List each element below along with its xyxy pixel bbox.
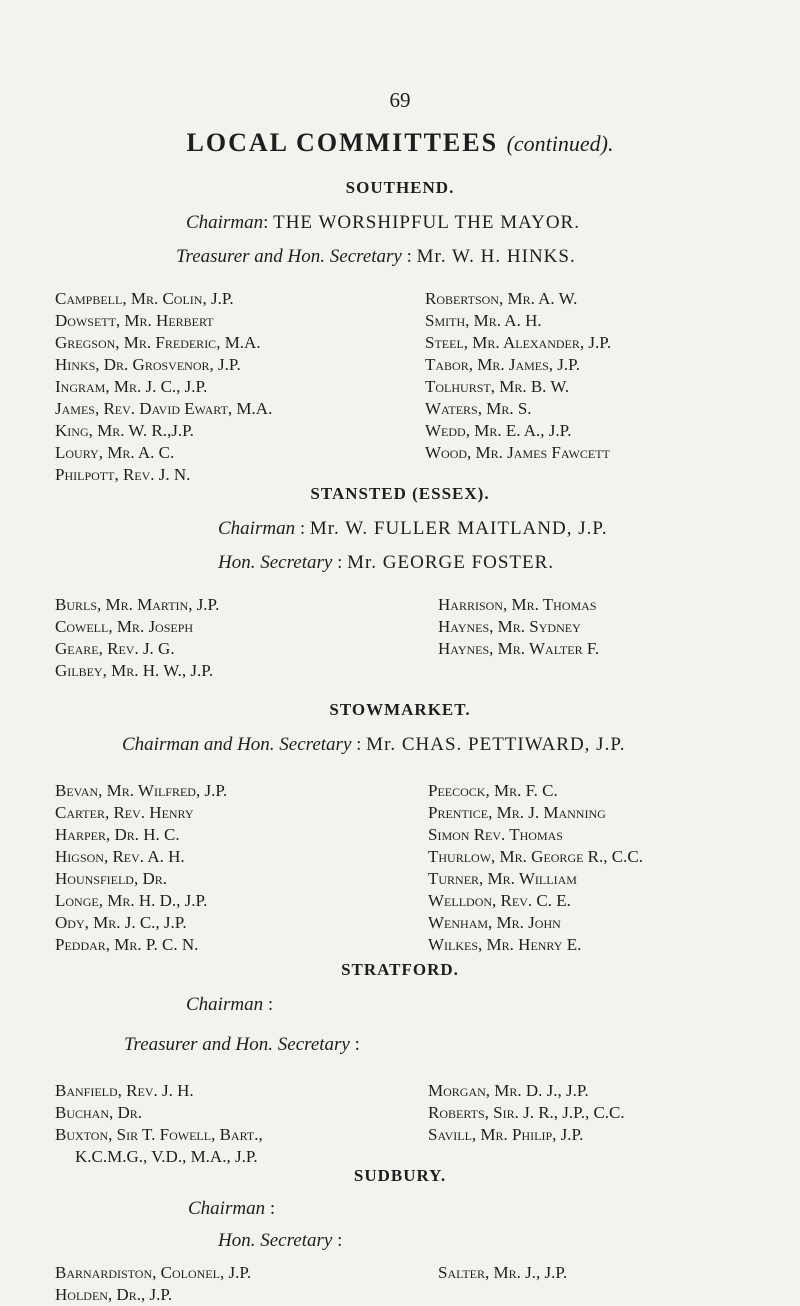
page-title — [0, 128, 800, 158]
secretary-line: Hon. Secretary : Mr. GEORGE FOSTER. — [218, 552, 555, 573]
member-name: King, Mr. W. R.,J.P. — [55, 421, 194, 440]
section-stratford — [0, 960, 800, 980]
member-name: Philpott, Rev. J. N. — [55, 465, 191, 484]
member-name: Buchan, Dr. — [55, 1103, 143, 1122]
chairman-line: Chairman: THE WORSHIPFUL THE MAYOR. — [186, 212, 580, 233]
secretary-name: Mr. CHAS. PETTIWARD, J.P. — [366, 734, 626, 755]
chairman-label: Chairman — [188, 1198, 266, 1219]
member-list-right — [428, 780, 643, 956]
member-name: Burls, Mr. Martin, J.P. — [55, 595, 220, 614]
section-stowmarket — [0, 700, 800, 720]
member-name: Holden, Dr., J.P. — [55, 1285, 173, 1304]
chairman-label: Chairman — [186, 212, 264, 233]
member-name: Simon Rev. Thomas — [428, 825, 563, 844]
member-name: Savill, Mr. Philip, J.P. — [428, 1125, 584, 1144]
member-list-right — [428, 1080, 625, 1146]
member-name: Steel, Mr. Alexander, J.P. — [425, 333, 612, 352]
member-name: Carter, Rev. Henry — [55, 803, 194, 822]
member-name: Cowell, Mr. Joseph — [55, 617, 194, 636]
secretary-label: Hon. Secretary — [218, 1230, 333, 1251]
member-name: Roberts, Sir. J. R., J.P., C.C. — [428, 1103, 625, 1122]
member-name: Geare, Rev. J. G. — [55, 639, 175, 658]
member-name: Turner, Mr. William — [428, 869, 577, 888]
member-name: Smith, Mr. A. H. — [425, 311, 542, 330]
member-name: Banfield, Rev. J. H. — [55, 1081, 194, 1100]
title-suffix: (continued). — [506, 131, 614, 156]
page-number: 69 — [389, 88, 411, 112]
chairman-line: Chairman : — [188, 1198, 276, 1219]
member-list-right — [438, 594, 599, 660]
member-list-right — [438, 1262, 567, 1284]
member-name: Gilbey, Mr. H. W., J.P. — [55, 661, 214, 680]
section-sudbury — [0, 1166, 800, 1186]
member-name: Salter, Mr. J., J.P. — [438, 1263, 568, 1282]
member-list-left — [55, 1262, 251, 1306]
member-name: Haynes, Mr. Sydney — [438, 617, 581, 636]
secretary-label: Treasurer and Hon. Secretary — [124, 1034, 350, 1055]
section-heading: STRATFORD. — [341, 960, 459, 979]
secretary-line: Hon. Secretary : — [218, 1230, 343, 1251]
member-name: Hounsfield, Dr. — [55, 869, 167, 888]
member-name: Wood, Mr. James Fawcett — [425, 443, 610, 462]
secretary-label: Hon. Secretary — [218, 552, 333, 573]
member-name: Ingram, Mr. J. C., J.P. — [55, 377, 208, 396]
member-list-left — [55, 594, 219, 682]
chairman-line: Chairman : — [186, 994, 274, 1015]
member-name: Buxton, Sir T. Fowell, Bart., — [55, 1125, 263, 1144]
member-name: Hinks, Dr. Grosvenor, J.P. — [55, 355, 241, 374]
secretary-name: Mr. W. H. HINKS. — [416, 246, 576, 267]
member-list-right — [425, 288, 611, 464]
chairman-line: Chairman : Mr. W. FULLER MAITLAND, J.P. — [218, 518, 608, 539]
member-name: Wenham, Mr. John — [428, 913, 561, 932]
secretary-line: Treasurer and Hon. Secretary : — [124, 1034, 360, 1055]
secretary-label: Chairman and Hon. Secretary — [122, 734, 352, 755]
member-list-left — [55, 288, 272, 486]
secretary-label: Treasurer and Hon. Secretary — [176, 246, 402, 267]
member-name: Peddar, Mr. P. C. N. — [55, 935, 199, 954]
member-name: Gregson, Mr. Frederic, M.A. — [55, 333, 261, 352]
member-name: Barnardiston, Colonel, J.P. — [55, 1263, 252, 1282]
member-name: Peecock, Mr. F. C. — [428, 781, 558, 800]
member-name: Robertson, Mr. A. W. — [425, 289, 578, 308]
chairman-name: Mr. W. FULLER MAITLAND, J.P. — [309, 518, 608, 539]
member-name: Bevan, Mr. Wilfred, J.P. — [55, 781, 228, 800]
member-name: Waters, Mr. S. — [425, 399, 532, 418]
member-name: Tabor, Mr. James, J.P. — [425, 355, 580, 374]
member-name: James, Rev. David Ewart, M.A. — [55, 399, 273, 418]
member-list-left — [55, 1080, 263, 1168]
section-heading: STANSTED (ESSEX). — [310, 484, 490, 503]
member-name: Campbell, Mr. Colin, J.P. — [55, 289, 234, 308]
member-name: Wilkes, Mr. Henry E. — [428, 935, 582, 954]
section-heading: SUDBURY. — [353, 1166, 447, 1185]
section-stansted — [0, 484, 800, 504]
member-name: Ody, Mr. J. C., J.P. — [55, 913, 187, 932]
member-name: Prentice, Mr. J. Manning — [428, 803, 606, 822]
member-name: Dowsett, Mr. Herbert — [55, 311, 214, 330]
secretary-line: Treasurer and Hon. Secretary : Mr. W. H. HINKS. — [176, 246, 576, 267]
member-name: Harper, Dr. H. C. — [55, 825, 180, 844]
member-name: Morgan, Mr. D. J., J.P. — [428, 1081, 589, 1100]
chairman-name: THE WORSHIPFUL THE MAYOR. — [273, 212, 580, 233]
member-name: Welldon, Rev. C. E. — [428, 891, 571, 910]
section-southend — [0, 178, 800, 198]
secretary-line: Chairman and Hon. Secretary : Mr. CHAS. PETTIWARD, J.P. — [122, 734, 626, 755]
member-name: Tolhurst, Mr. B. W. — [425, 377, 570, 396]
member-name: Haynes, Mr. Walter F. — [438, 639, 600, 658]
section-heading: SOUTHEND. — [345, 178, 455, 197]
member-name: Higson, Rev. A. H. — [55, 847, 185, 866]
member-name: Longe, Mr. H. D., J.P. — [55, 891, 208, 910]
secretary-name: Mr. GEORGE FOSTER. — [347, 552, 555, 573]
title-text: LOCAL COMMITTEES — [186, 128, 499, 157]
member-name: Wedd, Mr. E. A., J.P. — [425, 421, 572, 440]
chairman-label: Chairman — [218, 518, 296, 539]
member-name: K.C.M.G., V.D., M.A., J.P. — [75, 1147, 258, 1166]
member-name: Thurlow, Mr. George R., C.C. — [428, 847, 643, 866]
member-name: Harrison, Mr. Thomas — [438, 595, 597, 614]
section-heading: STOWMARKET. — [329, 700, 471, 719]
member-name: Loury, Mr. A. C. — [55, 443, 175, 462]
chairman-label: Chairman — [186, 994, 264, 1015]
member-list-left — [55, 780, 227, 956]
